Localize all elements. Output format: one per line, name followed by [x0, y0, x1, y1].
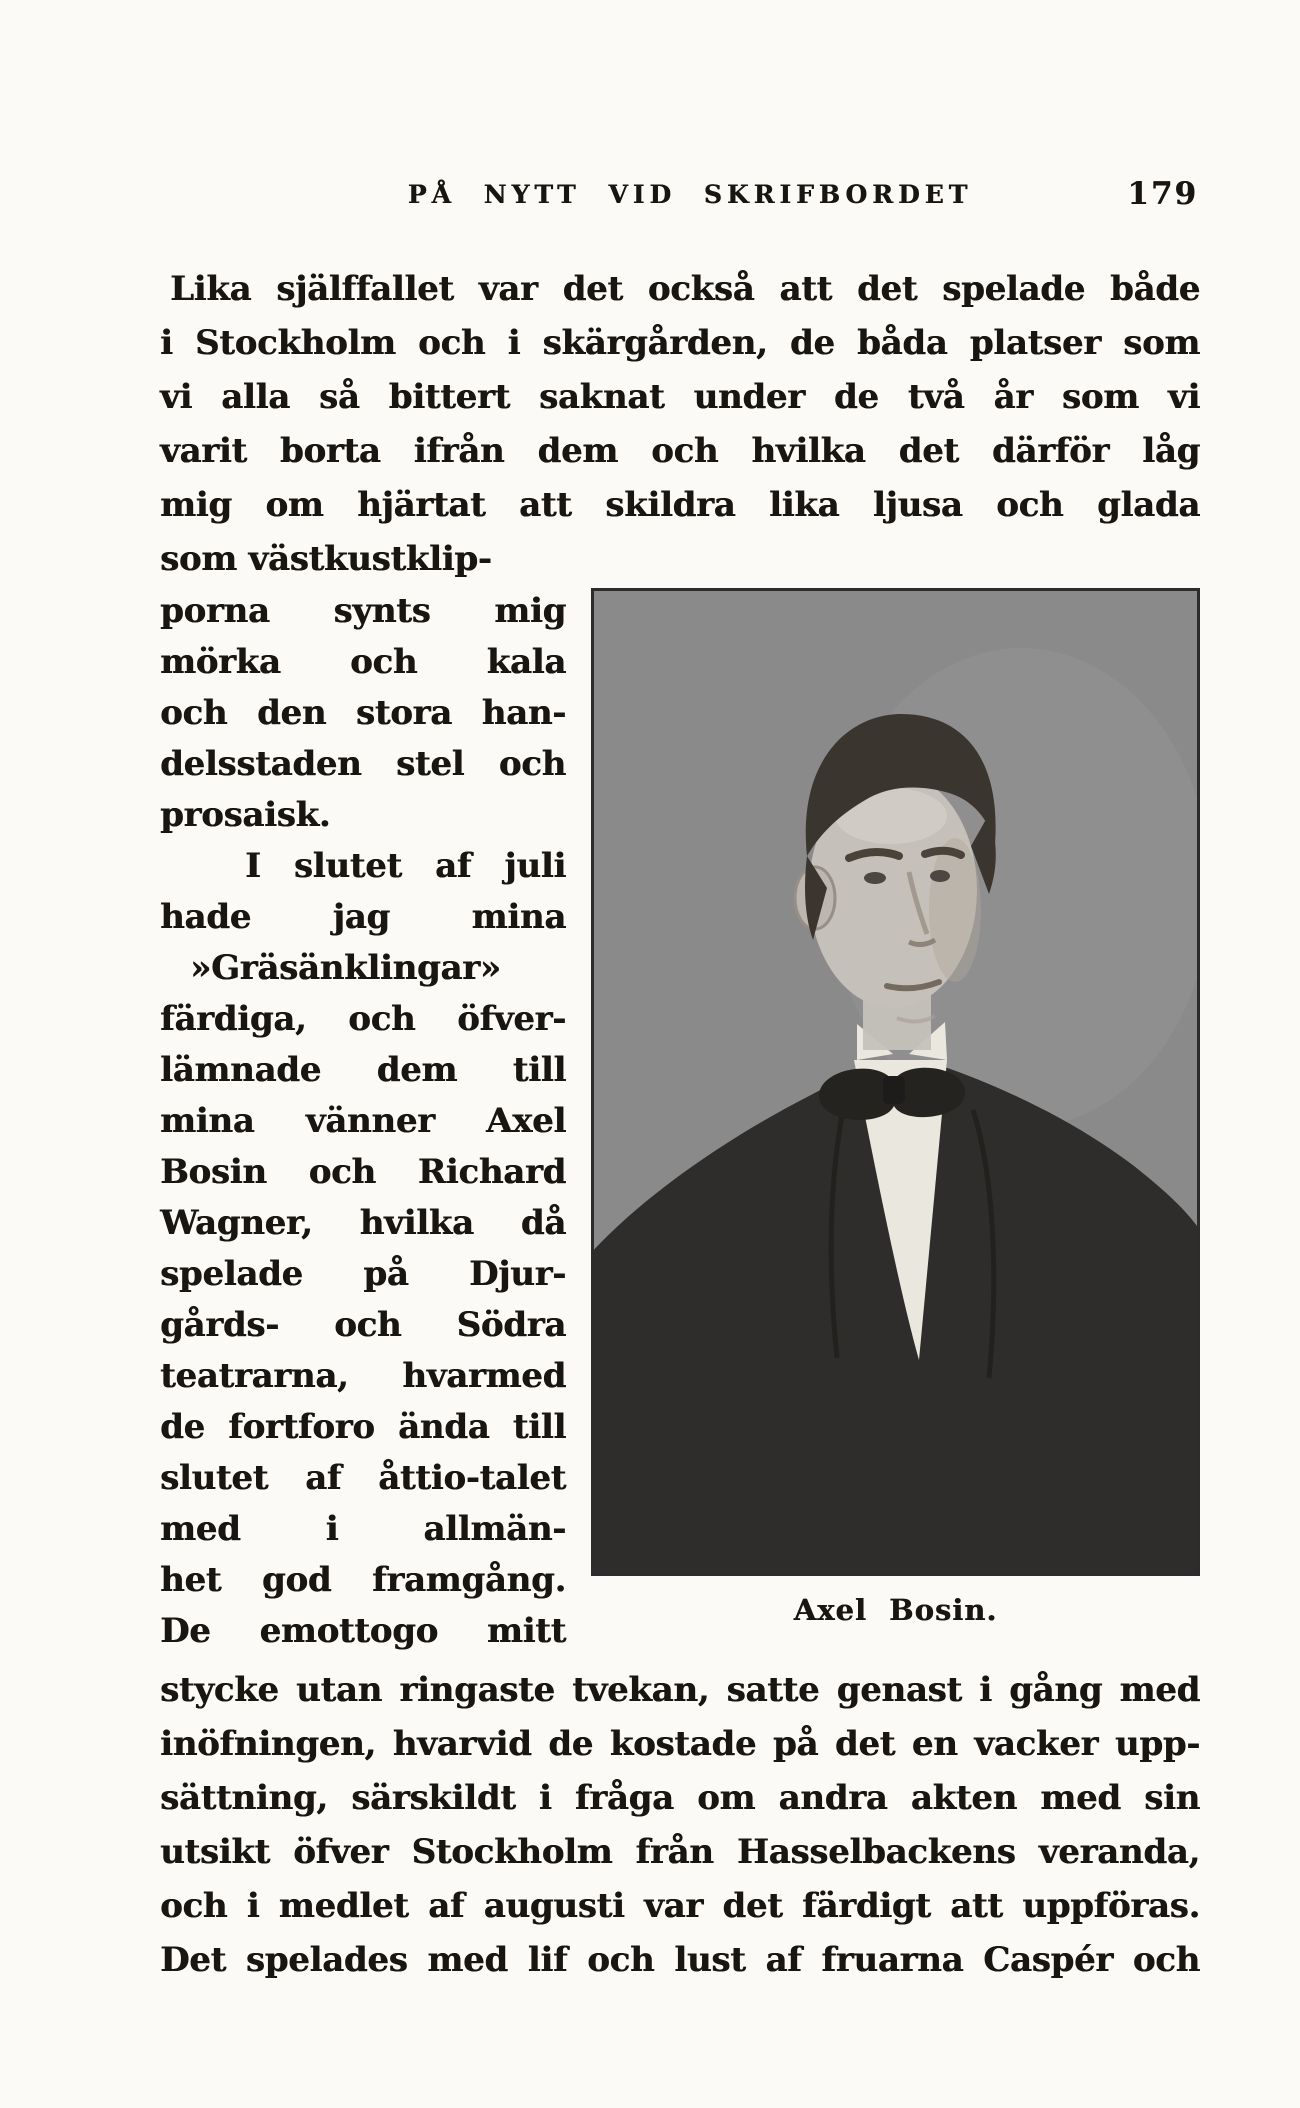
text-line: I slutet af juli — [245, 846, 566, 886]
photo-caption: Axel Bosin. — [793, 1593, 998, 1627]
text-line: varit borta ifrån dem och hvilka det därför låg — [160, 431, 1200, 471]
text-line: lämnade dem till — [160, 1050, 566, 1090]
text-line: utsikt öfver Stockholm från Hasselbackens veranda, — [160, 1832, 1200, 1872]
page-number: 179 — [1127, 176, 1198, 212]
text-line: vi alla så bittert saknat under de två år som vi — [160, 377, 1200, 417]
text-line: hade jag mina — [160, 897, 566, 937]
text-line: slutet af åttio-talet — [160, 1458, 566, 1498]
body-text — [160, 262, 1200, 1987]
text-line: Wagner, hvilka då — [160, 1203, 566, 1243]
text-line: Det spelades med lif och lust af fruarna Caspér och — [160, 1940, 1200, 1980]
text-line: »Gräsänklingar» — [190, 948, 501, 988]
text-line: färdiga, och öfver- — [160, 999, 566, 1039]
right-eye — [930, 870, 950, 882]
running-head — [160, 176, 1200, 222]
text-line: spelade på Djur- — [160, 1254, 566, 1294]
portrait-photo-illustration — [591, 588, 1200, 1576]
text-line: De emottogo mitt — [160, 1611, 566, 1651]
portrait-of-axel-bosin — [591, 588, 1200, 1628]
text-line: Bosin och Richard — [160, 1152, 566, 1192]
text-line: mina vänner Axel — [160, 1101, 566, 1141]
text-line: stycke utan ringaste tvekan, satte genast i gång med — [160, 1670, 1200, 1710]
text-line: delsstaden stel och — [160, 744, 566, 784]
text-and-photo-section — [160, 586, 1200, 1657]
text-line: porna synts mig — [160, 591, 566, 631]
text-line: Lika själffallet var det också att det spelade både — [170, 269, 1200, 309]
bow-tie-knot — [883, 1076, 905, 1104]
text-line: gårds- och Södra — [160, 1305, 566, 1345]
text-line: het god framgång. — [160, 1560, 566, 1600]
right-eyebrow — [925, 851, 961, 855]
text-line: i Stockholm och i skärgården, de båda platser som — [160, 323, 1200, 363]
left-eye — [864, 872, 886, 884]
text-line: mig om hjärtat att skildra lika ljusa och glada — [160, 485, 1200, 525]
text-line: med i allmän- — [160, 1509, 566, 1549]
text-line: prosaisk. — [160, 795, 331, 835]
text-line: sättning, särskildt i fråga om andra akten med sin — [160, 1778, 1200, 1818]
text-line: inöfningen, hvarvid de kostade på det en vacker upp- — [160, 1724, 1200, 1764]
text-line: och i medlet af augusti var det färdigt att uppföras. — [160, 1886, 1200, 1926]
text-line: mörka och kala — [160, 642, 566, 682]
paragraph-top — [160, 262, 1200, 586]
chapter-title: PÅ NYTT VID SKRIFBORDET — [407, 180, 973, 209]
paragraph-bottom — [160, 1663, 1200, 1987]
text-line: och den stora han- — [160, 693, 566, 733]
narrow-text-column — [160, 586, 566, 1657]
text-line: de fortforo ända till — [160, 1407, 566, 1447]
photo-column — [566, 586, 1200, 1628]
cheek-shadow — [929, 838, 981, 982]
text-line: som västkustklip- — [160, 539, 492, 579]
text-line: teatrarna, hvarmed — [160, 1356, 566, 1396]
